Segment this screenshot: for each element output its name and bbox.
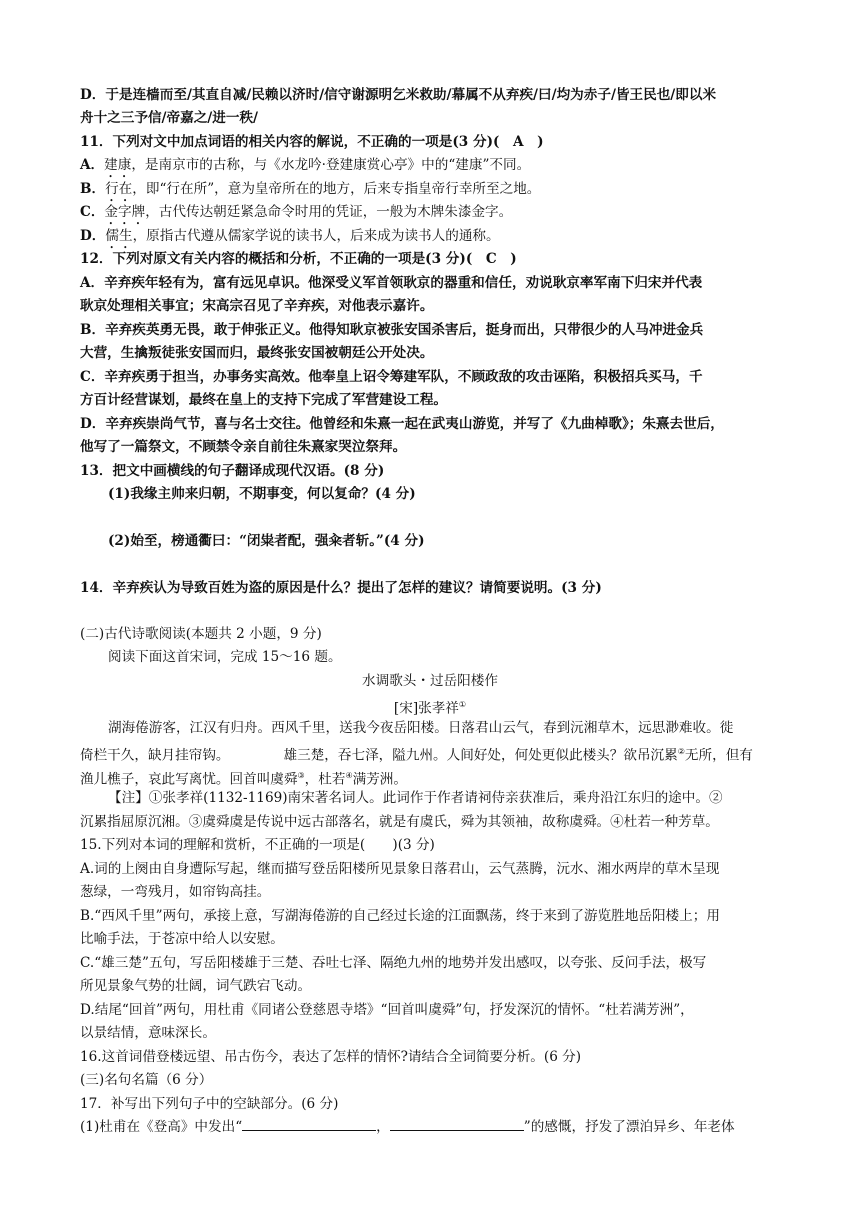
q15-option-d-line2: 以景结情，意味深长。	[80, 1025, 216, 1041]
q15-option-a-line2: 葱绿，一弯残月，如帘钩高挂。	[80, 884, 271, 900]
q15-option-d-line1: D.结尾“回首”两句，用杜甫《同诸公登慈恩寺塔》“回首叫虞舜”句，抒发深沉的情怀。“杜若满芳洲”，	[80, 1002, 694, 1018]
q12-option-d-line2: 他写了一篇祭文，不顾禁令亲自前往朱熹家哭泣祭拜。	[80, 439, 407, 455]
q17-stem: 17．补写出下列句子中的空缺部分。(6 分)	[80, 1096, 339, 1112]
q16-stem: 16.这首词借登楼远望、吊古伤今，表达了怎样的情怀?请结合全词简要分析。(6 分)	[80, 1049, 582, 1065]
q11-option-d-letter: D．	[80, 228, 106, 244]
q15-option-b-line2: 比喻手法，于苍凉中给人以安慰。	[80, 931, 284, 947]
q11-option-c-letter: C．	[80, 204, 105, 220]
q12-option-a-line1: A．辛弃疾年轻有为，富有远见卓识。他深受义军首领耿京的器重和信任，劝说耿京率军南下归宋并代表	[80, 275, 703, 291]
poem-footnote-mark-3: ③	[297, 771, 305, 780]
q11-option-b-word: 行在	[105, 181, 133, 197]
q12-option-d-line1: D．辛弃疾崇尚气节，喜与名士交往。他曾经和朱熹一起在武夷山游览，并写了《九曲棹歌》；朱熹去世后，	[80, 416, 724, 432]
q14-stem: 14．辛弃疾认为导致百姓为盗的原因是什么？提出了怎样的建议？请简要说明。(3 分)	[80, 580, 602, 596]
q11-option-b-letter: B．	[80, 181, 106, 197]
q17-blank-2[interactable]	[390, 1118, 524, 1131]
q13-sentence-1: (1)我缘主帅来归朝，不期事变，何以复命？(4 分)	[108, 486, 416, 502]
q17-item-1	[80, 1116, 784, 1139]
q12-option-c-line1: C．辛弃疾勇于担当，办事务实高效。他奉皇上诏令筹建军队，不顾政敌的攻击诬陷，积极招兵买马，千	[80, 369, 703, 385]
q10-option-d-line2: 舟十之三予信/帝嘉之/进一秩/	[80, 110, 259, 126]
q11-stem: 11．下列对文中加点词语的相关内容的解说，不正确的一项是(3 分)( A )	[80, 134, 544, 150]
poem-text-line3-a: 渔儿樵子，哀此写离忧。回首叫虞舜	[80, 771, 298, 788]
q11-option-a-text: ，是南京市的古称，与《水龙吟·登建康赏心亭》中的“建康”不同。	[131, 157, 531, 173]
q11-option-b-text: ，即“行在所”，意为皇帝所在的地方，后来专指皇帝行幸所至之地。	[132, 181, 541, 197]
q11-option-d-word: 儒生	[105, 228, 133, 244]
poem-text-line1: 湖海倦游客，江汉有归舟。西风千里，送我今夜岳阳楼。日落君山云气，春到沅湘草木，远思渺难收。徙	[108, 720, 734, 736]
poem-footnote-mark-2: ②	[677, 747, 685, 756]
q11-option-c-word: 金字牌	[104, 204, 146, 220]
q15-option-c-line2: 所见景象气势的壮阔，词气跌宕飞动。	[80, 978, 312, 994]
q12-option-b-line1: B．辛弃疾英勇无畏，敢于伸张正义。他得知耿京被张安国杀害后，挺身而出，只带很少的人马冲进金兵	[80, 322, 704, 338]
q13-sentence-2: (2)始至，榜通衢曰：“闭粜者配，强籴者斩。”(4 分)	[108, 533, 425, 549]
poetry-instruction: 阅读下面这首宋词，完成 15～16 题。	[108, 649, 342, 665]
q12-stem: 12．下列对原文有关内容的概括和分析，不正确的一项是(3 分)( C )	[80, 251, 517, 267]
q11-option-c-text: ，古代传达朝廷紧急命令时用的凭证，一般为木牌朱漆金字。	[145, 204, 513, 220]
poem-author-name: [宋]张孝祥	[393, 700, 459, 717]
poem-note-line2: 沉累指屈原沉湘。③虞舜虞是传说中远古部落名，就是有虞氏，舜为其领袖，故称虞舜。④杜若一种芳草。	[80, 814, 719, 830]
poem-note-line1: 【注】①张孝祥(1132-1169)南宋著名词人。此词作于作者请祠侍亲获准后，乘舟沿江东归的途中。②	[108, 790, 723, 806]
q17-item-1-text-before: (1)杜甫在《登高》中发出“	[80, 1119, 243, 1135]
q12-option-c-line2: 方百计经营谋划，最终在皇上的支持下完成了军营建设工程。	[80, 392, 448, 408]
q15-option-b-line1: B.“西风千里”两句，承接上意，写湖海倦游的自己经过长途的江面飘荡，终于来到了游览胜地岳阳楼上；用	[80, 908, 720, 924]
poem-text-line2-b: 雄三楚，吞七泽，隘九州。人间好处，何处更似此楼头？欲吊沉累	[283, 747, 678, 764]
q17-blank-1[interactable]	[242, 1118, 376, 1131]
poetry-section-heading: (二)古代诗歌阅读(本题共 2 小题，9 分)	[80, 626, 322, 642]
q11-option-a-letter: A．	[80, 157, 105, 173]
poem-text-line2-a: 倚栏干久，缺月挂帘钩。	[80, 747, 230, 764]
q13-stem: 13．把文中画横线的句子翻译成现代汉语。(8 分)	[80, 463, 385, 479]
q15-option-c-line1: C.“雄三楚”五句，写岳阳楼雄于三楚、吞吐七泽、隔绝九州的地势并发出感叹，以夸张、反问手法，极写	[80, 955, 707, 971]
q11-option-a	[80, 154, 784, 181]
q11-option-c	[80, 201, 784, 228]
q12-option-a-line2: 耿京处理相关事宜；宋高宗召见了辛弃疾，对他表示嘉许。	[80, 298, 434, 314]
poem-text-line2-c: 无所，但有	[684, 747, 753, 764]
q17-item-1-separator: ，	[376, 1119, 390, 1135]
famous-section-heading: (三)名句名篇（6 分）	[80, 1072, 213, 1088]
q10-option-d-line1: D．于是连樯而至/其直自减/民赖以济时/信守谢源明乞米救助/幕属不从弃疾/曰/均为赤子/皆王民也/即以米	[80, 87, 717, 103]
q11-option-d-text: ，原指古代遵从儒家学说的读书人，后来成为读书人的通称。	[132, 228, 500, 244]
poem-title: 水调歌头・过岳阳楼作	[362, 673, 498, 689]
q12-option-b-line2: 大营，生擒叛徒张安国而归，最终张安国被朝廷公开处决。	[80, 345, 434, 361]
q17-item-1-text-after: ”的感慨，抒发了漂泊异乡、年老体	[523, 1119, 735, 1135]
poem-author-footnote-mark: ①	[458, 700, 467, 709]
q11-option-a-word: 建康	[104, 157, 132, 173]
q15-stem: 15.下列对本词的理解和赏析，不正确的一项是( )(3 分)	[80, 837, 435, 853]
poem-text-line3-b: ，杜若	[304, 771, 346, 788]
q15-option-a-line1: A.词的上阕由自身遭际写起，继而描写登岳阳楼所见景象日落君山，云气蒸腾，沅水、湘水两岸的草木呈现	[80, 861, 720, 877]
poem-footnote-mark-4: ④	[345, 771, 353, 780]
poem-text-line3-c: 满芳洲。	[352, 771, 407, 788]
